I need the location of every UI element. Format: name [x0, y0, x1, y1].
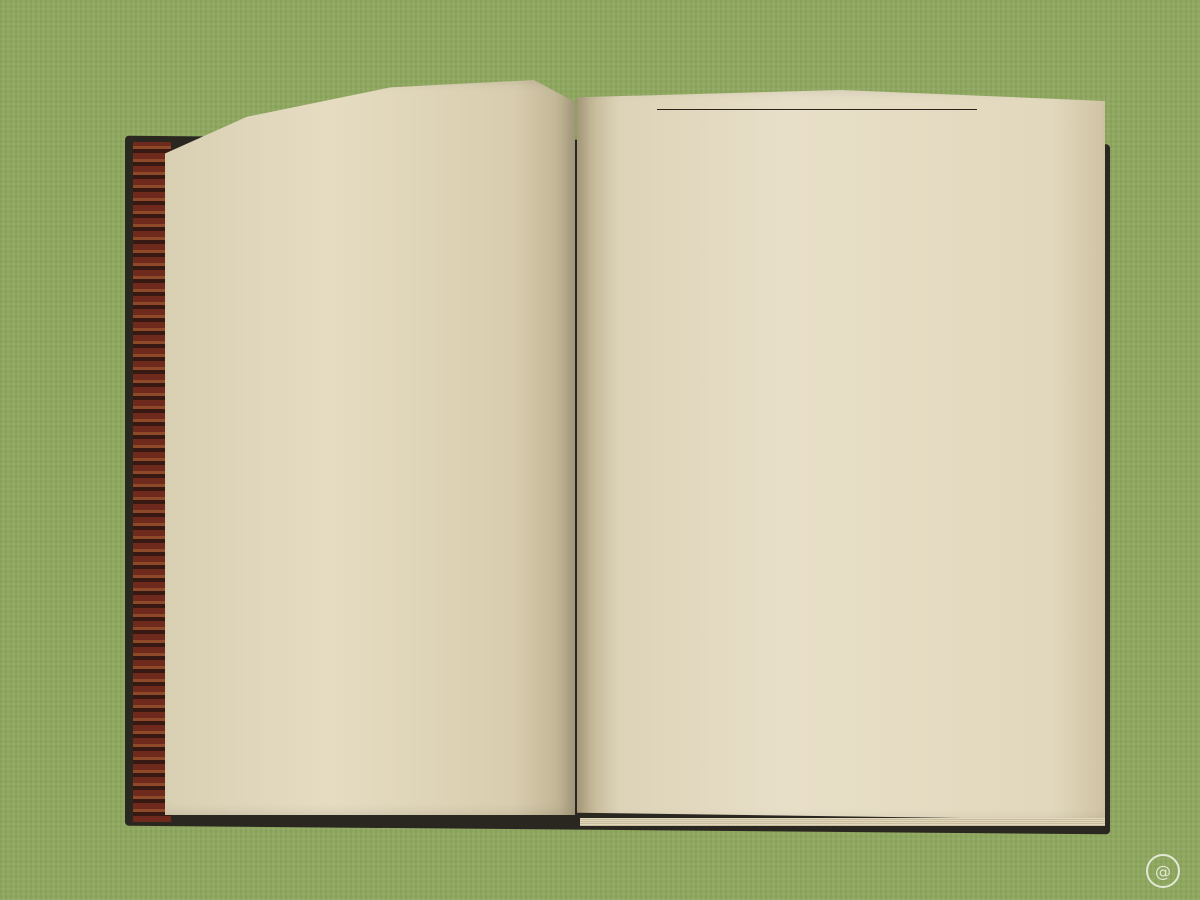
open-book	[125, 70, 1110, 830]
left-page-column-2	[391, 130, 563, 790]
bazos-logo-icon: @	[1146, 854, 1180, 888]
body-column-right	[847, 342, 1065, 814]
watermark	[1146, 854, 1186, 888]
left-page-text	[205, 130, 565, 790]
right-page	[577, 90, 1105, 820]
page-bottom-edge	[580, 818, 1105, 826]
body-column-left	[607, 458, 825, 814]
running-head	[657, 107, 977, 110]
left-page-column-1	[205, 130, 377, 790]
